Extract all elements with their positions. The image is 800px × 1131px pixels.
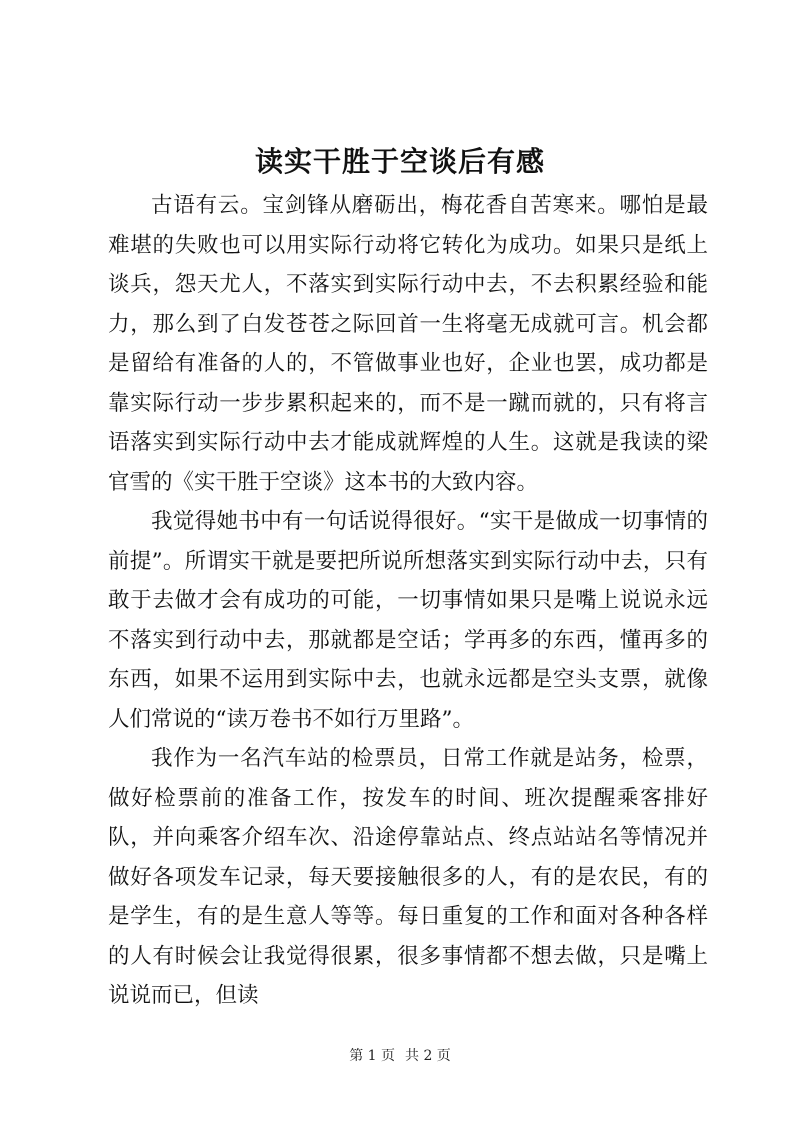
paragraph-2: 我觉得她书中有一句话说得很好。“实干是做成一切事情的前提”。所谓实干就是要把所说所想落实到实际行动中去，只有敢于去做才会有成功的可能，一切事情如果只是嘴上说说永远不落实到行动中去，那就都是空话；学再多的东西，懂再多的东西，如果不运用到实际中去，也就永远都是空头支票，就像人们常说的“读万卷书不如行万里路”。 (108, 509, 708, 732)
page-footer (0, 1046, 800, 1066)
page-total: 共 2 页 (405, 1048, 451, 1064)
paragraph-1: 古语有云。宝剑锋从磨砺出，梅花香自苦寒来。哪怕是最难堪的失败也可以用实际行动将它转化为成功。如果只是纸上谈兵，怨天尤人，不落实到实际行动中去，不去积累经验和能力，那么到了白发苍苍之际回首一生将毫无成就可言。机会都是留给有准备的人的，不管做事业也好，企业也罢，成功都是靠实际行动一步步累积起来的，而不是一蹴而就的，只有将言语落实到实际行动中去才能成就辉煌的人生。这就是我读的梁官雪的《实干胜于空谈》这本书的大致内容。 (108, 193, 708, 495)
paragraph-3: 我作为一名汽车站的检票员，日常工作就是站务，检票，做好检票前的准备工作，按发车的时间、班次提醒乘客排好队，并向乘客介绍车次、沿途停靠站点、终点站站名等情况并做好各项发车记录，每天要接触很多的人，有的是农民，有的是学生，有的是生意人等等。每日重复的工作和面对各种各样的人有时候会让我觉得很累，很多事情都不想去做，只是嘴上说说而已，但读 (108, 746, 708, 1008)
document-body (108, 186, 708, 1016)
document-title: 读实干胜于空谈后有感 (254, 145, 545, 178)
page-number: 第 1 页 (349, 1048, 395, 1064)
